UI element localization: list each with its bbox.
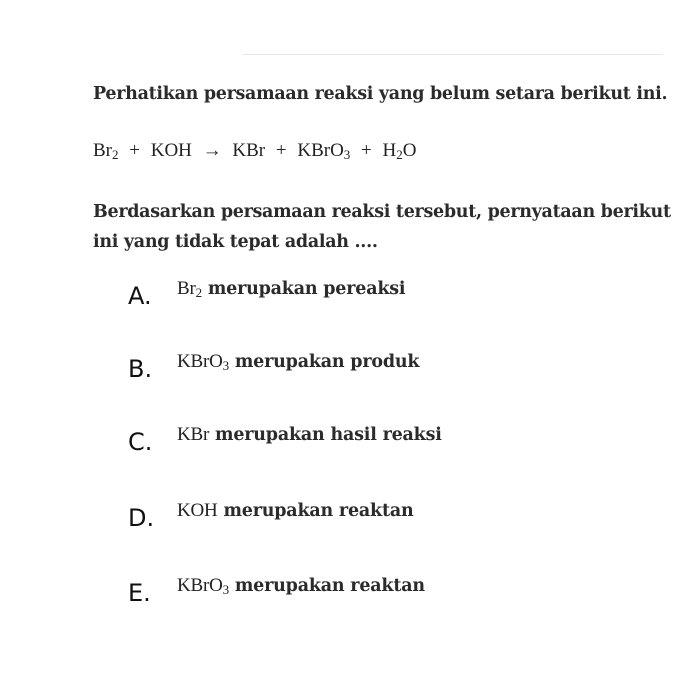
formula-base: KOH (177, 500, 218, 521)
reaction-arrow: → (202, 140, 222, 161)
equation-term-koh (151, 140, 192, 161)
option-statement (177, 422, 442, 448)
term-base: KOH (150, 140, 192, 161)
statement-text: merupakan pereaksi (201, 279, 406, 299)
statement-text: merupakan reaktan (217, 501, 414, 521)
term-base: Br (93, 140, 112, 161)
equation-term-kbro3 (297, 140, 350, 161)
term-base: KBrO (297, 140, 344, 161)
equation-term-kbr (232, 140, 265, 161)
formula-base: Br (177, 278, 196, 299)
option-d[interactable] (128, 500, 648, 544)
option-formula (177, 575, 229, 596)
plus-operator: + (275, 140, 287, 161)
statement-text: merupakan reaktan (228, 576, 425, 596)
option-statement (177, 498, 414, 524)
equation-term-br2 (93, 140, 119, 161)
top-divider (243, 54, 663, 55)
term-subscript: 3 (343, 147, 351, 162)
option-letter: D. (128, 504, 155, 532)
equation-term-h2o (383, 140, 417, 161)
option-statement (177, 349, 419, 375)
option-letter: C. (128, 428, 153, 456)
term-base: KBr (232, 140, 266, 161)
formula-base: KBrO (177, 575, 223, 596)
option-c[interactable] (128, 424, 648, 468)
option-formula (177, 351, 229, 372)
option-b[interactable] (128, 351, 648, 395)
plus-operator: + (361, 140, 372, 161)
intro-text: Perhatikan persamaan reaksi yang belum setara berikut ini. (93, 84, 668, 104)
formula-subscript: 2 (195, 285, 202, 300)
reaction-equation (93, 140, 416, 162)
option-formula (177, 500, 218, 521)
option-letter: B. (128, 355, 153, 383)
term-subscript: 2 (396, 147, 403, 162)
formula-base: KBr (177, 424, 210, 445)
formula-subscript: 3 (222, 358, 229, 373)
option-formula (177, 278, 202, 299)
option-letter: A. (128, 282, 152, 310)
question-text: Berdasarkan persamaan reaksi tersebut, pernyataan berikut ini yang tidak tepat adalah .... (93, 202, 671, 252)
option-a[interactable] (128, 278, 648, 322)
formula-subscript: 3 (222, 582, 229, 597)
option-letter: E. (128, 579, 151, 607)
statement-text: merupakan produk (228, 352, 420, 372)
option-statement (177, 276, 405, 302)
term-subscript: 2 (112, 147, 119, 162)
option-statement (177, 573, 425, 599)
term-tail: O (402, 140, 417, 161)
option-formula (177, 424, 209, 445)
statement-text: merupakan hasil reaksi (209, 425, 442, 445)
formula-base: KBrO (177, 351, 223, 372)
plus-operator: + (129, 140, 140, 161)
term-base: H (382, 140, 397, 161)
option-e[interactable] (128, 575, 648, 619)
